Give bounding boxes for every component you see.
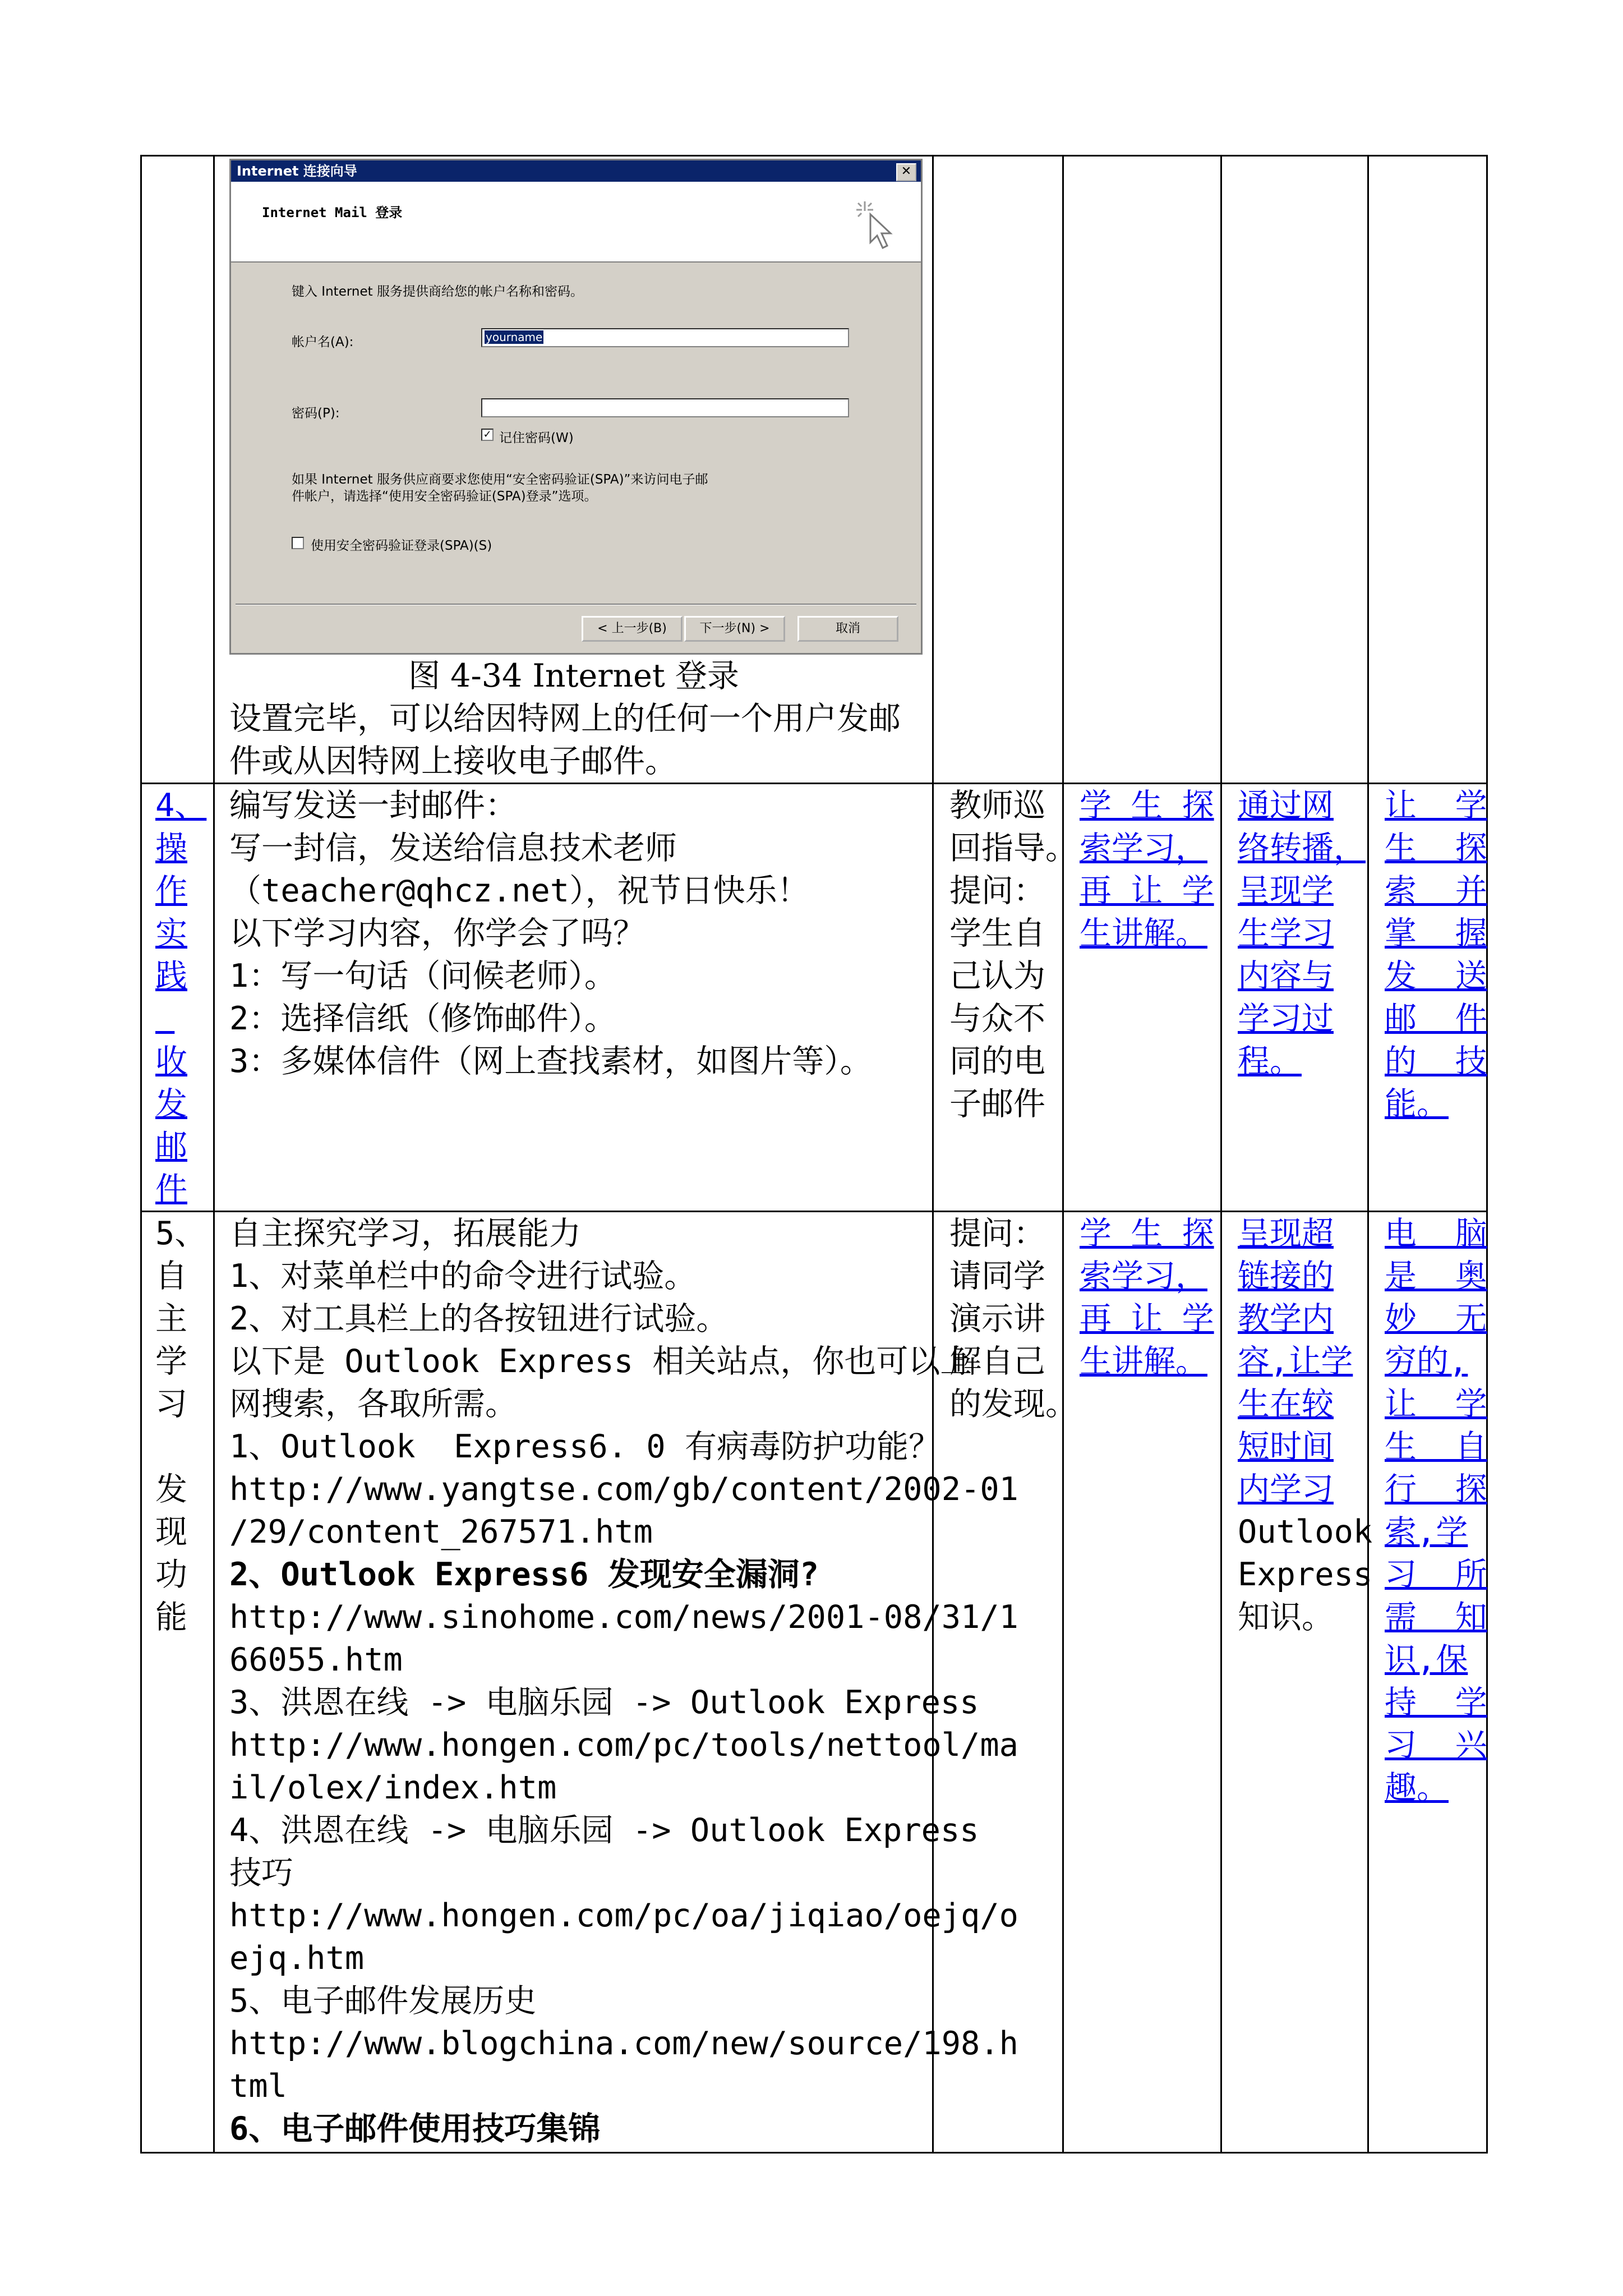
table-row-dialog [141,156,1487,784]
purpose-line: 邮 件 [1385,1000,1487,1037]
content-line: ejq.htm [229,1940,365,1977]
instruction-text: 键入 Internet 服务提供商给您的帐户名称和密码。 [292,284,583,299]
close-icon[interactable]: ✕ [896,163,916,181]
teacher-line: 同的电 [949,1043,1045,1080]
stage-char [155,1425,213,1468]
student-cell-empty [1063,156,1221,784]
design-intent-plain [1238,1511,1373,1639]
purpose-line: 穷的, [1385,1343,1468,1380]
account-label: 帐户名(A): [292,335,354,349]
remember-password-label: 记住密码(W) [499,431,574,445]
next-button[interactable]: 下一步(N) > [684,616,785,642]
stage-char: 发 [155,1085,187,1122]
stage-char: 践 [155,958,187,995]
content-line: 网搜索，各取所需。 [229,1386,517,1423]
password-field[interactable] [481,398,849,417]
stage-cell-practice [141,784,214,1212]
account-name-field[interactable] [481,328,849,347]
lesson-plan-table [140,155,1488,2154]
purpose-line: 习 所 [1385,1556,1487,1593]
teacher-activity [934,784,1077,1125]
account-name-value: yourname [486,330,543,344]
purpose-line: 掌 握 [1385,915,1487,952]
content-line: 2、Outlook Express6 发现安全漏洞? [229,1556,819,1593]
purpose-line: 的 技 [1385,1043,1487,1080]
student-line: 生讲解。 [1080,915,1207,952]
teacher-line: 与众不 [949,1000,1045,1037]
purpose-cell-explore [1368,1212,1487,2153]
dialog-header [231,182,921,263]
content-line: http://www.hongen.com/pc/tools/nettool/ma [229,1727,1018,1764]
spa-login-checkbox[interactable] [292,537,304,549]
stage-char: 收 [155,1043,187,1080]
purpose-line: 让 学 [1385,1386,1487,1423]
purpose-line: 生 自 [1385,1428,1487,1465]
student-line: 索学习， [1080,1258,1207,1295]
content-line: 5、电子邮件发展历史 [229,1982,537,2019]
content-cell-dialog [214,156,933,784]
table-row-explore [141,1212,1487,2153]
teacher-line: 己认为 [949,958,1045,995]
stage-cell-explore [141,1212,214,2153]
design-line: Outlook [1238,1513,1373,1550]
design-line: 容,让学 [1238,1343,1353,1380]
design-intent [1222,1212,1373,1639]
table-row-practice [141,784,1487,1212]
design-line: 教学内 [1238,1300,1334,1337]
purpose-line: 妙 无 [1385,1300,1487,1337]
student-line: 学 生 探 [1080,1215,1214,1252]
purpose-line: 是 奥 [1385,1258,1487,1295]
stage-char: 现 [155,1513,187,1550]
spa-note-line1: 如果 Internet 服务供应商要求您使用“安全密码验证(SPA)”来访问电子邮 [292,472,708,487]
purpose-text[interactable] [1369,1212,1486,1809]
purpose-line: 习 兴 [1385,1727,1487,1764]
student-line: 生讲解。 [1080,1343,1207,1380]
student-activity[interactable] [1064,1212,1220,1383]
design-line: 生学习 [1238,915,1334,952]
remember-password-checkbox[interactable]: ✓ [481,429,494,441]
design-intent-link[interactable] [1238,1212,1362,1511]
content-line: 2、对工具栏上的各按钮进行试验。 [229,1300,728,1337]
practice-content [215,784,932,1083]
spa-note-line2: 件帐户，请选择“使用安全密码验证(SPA)登录”选项。 [292,489,597,504]
content-line: 以下是 Outlook Express 相关站点，你也可以上 [229,1343,972,1380]
content-line: 2：选择信纸（修饰邮件）。 [229,1000,616,1037]
purpose-line: 索 并 [1385,872,1487,909]
design-line: 短时间 [1238,1428,1334,1465]
teacher-cell-empty [933,156,1063,784]
content-line: tml [229,2068,287,2105]
content-line: 1：写一句话（问候老师）。 [229,958,616,995]
design-line: 程。 [1238,1043,1302,1080]
dialog-title-bar [231,160,921,182]
content-line: 技巧 [229,1855,293,1892]
stage-char: 操 [155,830,187,867]
teacher-line: 演示讲 [949,1300,1045,1337]
stage-char: 自 [155,1258,187,1295]
spa-login-label: 使用安全密码验证登录(SPA)(S) [311,539,492,553]
content-line: http://www.yangtse.com/gb/content/2002-01 [229,1471,1018,1508]
dialog-subtitle: Internet Mail 登录 [262,205,403,220]
design-cell-empty [1221,156,1368,784]
content-line: 3：多媒体信件（网上查找素材，如图片等）。 [229,1043,872,1080]
purpose-line: 生 探 [1385,830,1487,867]
purpose-line: 让 学 [1385,787,1487,824]
content-cell-practice [214,784,933,1212]
teacher-line: 解自己 [949,1343,1045,1380]
teacher-line: 子邮件 [949,1085,1045,1122]
stage-cell-empty [141,156,214,784]
design-line: 内学习 [1238,1471,1334,1508]
purpose-text[interactable] [1369,784,1486,1125]
design-line: 生在较 [1238,1386,1334,1423]
stage-char: 学 [155,1343,187,1380]
cursor-sparkle-icon [854,199,904,249]
dialog-title: Internet 连接向导 [237,163,357,179]
content-line: 1、对菜单栏中的命令进行试验。 [229,1258,697,1295]
cancel-button[interactable]: 取消 [797,616,898,642]
design-line: 呈现学 [1238,872,1334,909]
content-line: 6、电子邮件使用技巧集锦 [229,2110,601,2147]
design-line: 呈现超 [1238,1215,1334,1252]
dialog-separator [236,604,916,605]
purpose-line: 趣。 [1385,1769,1449,1806]
design-line: 学习过 [1238,1000,1334,1037]
back-button[interactable]: < 上一步(B) [582,616,683,642]
teacher-activity [934,1212,1077,1425]
content-line: 自主探究学习，拓展能力 [229,1215,581,1252]
content-line: http://www.blogchina.com/new/source/198.h [229,2025,1018,2062]
design-line: 通过网 [1238,787,1334,824]
stage-char [155,997,213,1040]
stage-char: 实 [155,915,187,952]
text-line: 设置完毕，可以给因特网上的任何一个用户发邮 [229,700,901,737]
content-line: 3、洪恩在线 -> 电脑乐园 -> Outlook Express [229,1684,979,1721]
teacher-line: 请同学 [949,1258,1045,1295]
content-line: http://www.sinohome.com/news/2001-08/31/1 [229,1599,1018,1636]
content-line: http://www.hongen.com/pc/oa/jiqiao/oejq/o [229,1897,1018,1934]
design-line: Express [1238,1556,1373,1593]
design-line: 络转播， [1238,830,1366,867]
student-line: 再 让 学 [1080,872,1214,909]
content-line: il/olex/index.htm [229,1769,557,1806]
stage-char: 发 [155,1471,187,1508]
student-activity[interactable] [1064,784,1220,955]
purpose-line: 行 探 [1385,1471,1487,1508]
stage-char: 5、 [155,1215,207,1252]
design-line: 链接的 [1238,1258,1334,1295]
content-line: 66055.htm [229,1641,403,1678]
content-line: 编写发送一封邮件： [229,787,517,824]
design-line: 内容与 [1238,958,1334,995]
teacher-line: 提问： [949,872,1045,909]
purpose-line: 发 送 [1385,958,1487,995]
setup-note [215,697,932,783]
content-line: 4、洪恩在线 -> 电脑乐园 -> Outlook Express [229,1812,979,1849]
purpose-line: 能。 [1385,1085,1449,1122]
content-line: 1、Outlook Express6. 0 有病毒防护功能？ [229,1428,940,1465]
content-line: 以下学习内容，你学会了吗？ [229,915,645,952]
stage-char: 能 [155,1599,187,1636]
stage-char: 件 [155,1171,187,1208]
stage-char: 主 [155,1300,187,1337]
content-line: 写一封信，发送给信息技术老师 [229,830,677,867]
stage-char: 功 [155,1556,187,1593]
student-line: 再 让 学 [1080,1300,1214,1337]
teacher-line: 学生自 [949,915,1045,952]
student-line: 索学习， [1080,830,1207,867]
teacher-cell-explore [933,1212,1077,2153]
purpose-line: 识,保 [1385,1641,1468,1678]
design-cell-practice [1221,784,1368,1212]
content-line: /29/content_267571.htm [229,1513,653,1550]
purpose-cell-practice [1368,784,1487,1212]
student-cell-practice [1063,784,1221,1212]
stage-char: 习 [155,1386,187,1423]
stage-label-practice[interactable] [142,784,213,1211]
password-label: 密码(P): [292,406,340,421]
stage-char: 作 [155,872,187,909]
text-line: 件或从因特网上接收电子邮件。 [229,743,677,780]
stage-label-explore [142,1212,213,1639]
purpose-line: 电 脑 [1385,1215,1487,1252]
purpose-line: 持 学 [1385,1684,1487,1721]
stage-char: 4、 [155,787,207,824]
figure-caption: 图 4-34 Internet 登录 [408,657,739,694]
teacher-line: 的发现。 [949,1386,1077,1423]
design-cell-explore [1221,1212,1373,2153]
teacher-line: 教师巡 [949,787,1045,824]
purpose-cell-empty [1368,156,1487,784]
teacher-line: 提问： [949,1215,1045,1252]
stage-char: 邮 [155,1128,187,1165]
purpose-line: 需 知 [1385,1599,1487,1636]
teacher-cell-practice [933,784,1077,1212]
design-line: 知识。 [1238,1599,1334,1636]
design-intent[interactable] [1222,784,1367,1083]
internet-connection-wizard-dialog [229,159,923,655]
content-line: （teacher@qhcz.net），祝节日快乐！ [229,872,809,909]
student-cell-explore [1063,1212,1221,2153]
purpose-line: 索,学 [1385,1513,1468,1550]
teacher-line: 回指导。 [949,830,1077,867]
student-line: 学 生 探 [1080,787,1214,824]
